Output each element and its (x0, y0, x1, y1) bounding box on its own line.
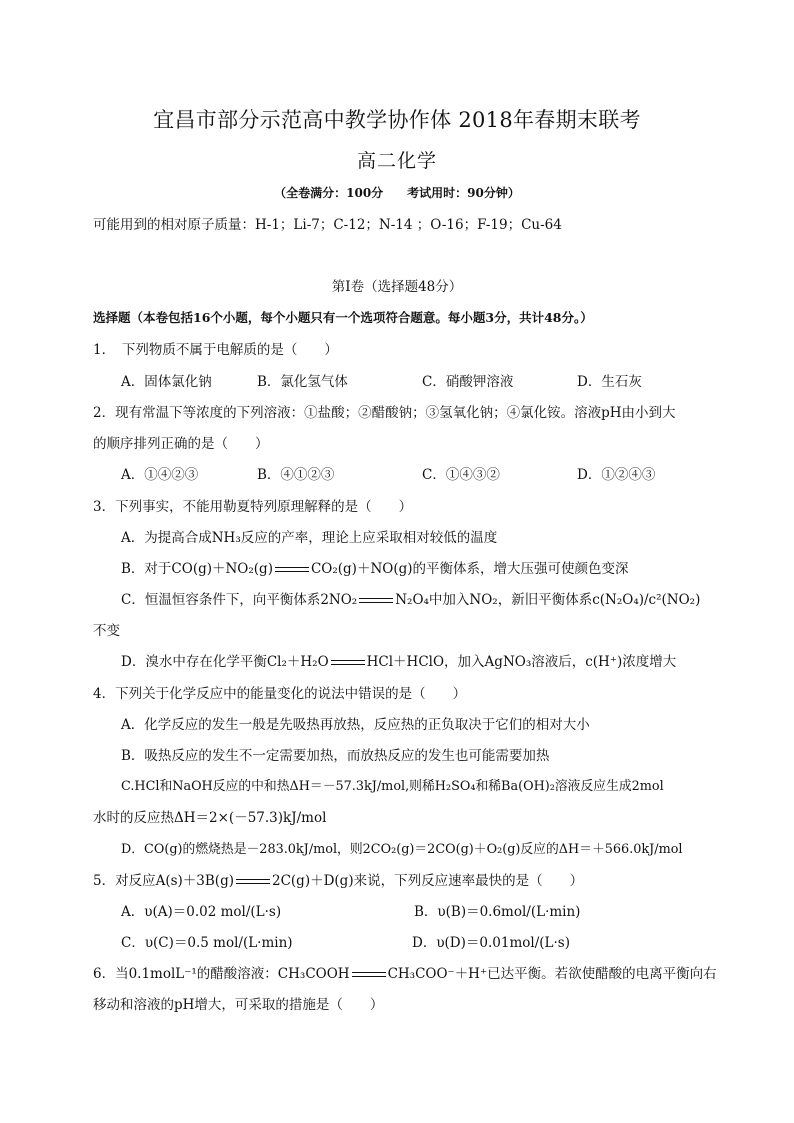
exam-info: （全卷满分：100分 考试用时：90分钟） (274, 186, 520, 200)
q5-stem-post: 2C(g)＋D(g)来说，下列反应速率最快的是（ ） (272, 873, 584, 889)
subject-title: 高二化学 (356, 150, 437, 172)
section-instructions: 选择题（本卷包括16个小题，每个小题只有一个选项符合题意。每小题3分，共计48分。） (93, 310, 593, 325)
q3-option-c (121, 591, 700, 609)
section-title: 第I卷（选择题48分） (331, 279, 463, 295)
q4-option-c-line1: C.HCl和NaOH反应的中和热ΔH＝－57.3kJ/mol,则稀H₂SO₄和稀Ba(OH)₂溶液反应生成2mol (121, 779, 664, 794)
q5-option-b: B．υ(B)＝0.6mol/(L·min) (414, 904, 581, 920)
q5-option-a: A．υ(A)＝0.02 mol/(L·s) (121, 904, 282, 920)
q6-stem-line1 (93, 965, 717, 983)
q5-option-c: C．υ(C)＝0.5 mol/(L·min) (121, 935, 293, 951)
q4-stem: 4．下列关于化学反应中的能量变化的说法中错误的是（ ） (93, 686, 467, 702)
q2-option-b: B．④①②③ (257, 467, 335, 483)
q6-stem-post: CH₃COO⁻＋H⁺已达平衡。若欲使醋酸的电离平衡向右 (387, 966, 717, 982)
q2-stem-line1: 2．现有常温下等浓度的下列溶液：①盐酸；②醋酸钠；③氢氧化钠；④氯化铵。溶液pH由小到大 (93, 405, 676, 421)
q5-stem (93, 872, 583, 890)
q1-option-c: C．硝酸钾溶液 (422, 374, 514, 390)
atomic-masses: 可能用到的相对原子质量：H-1；Li-7；C-12；N-14 ；O-16；F-19；Cu-64 (93, 217, 562, 233)
q1-option-b: B．氯化氢气体 (257, 374, 348, 390)
equilibrium-arrow-icon (236, 878, 270, 886)
equilibrium-arrow-icon (275, 566, 309, 574)
q3-option-c-continued: 不变 (93, 623, 120, 639)
q1-stem: 1． 下列物质不属于电解质的是（ ） (93, 342, 338, 358)
q3-option-d (121, 653, 676, 671)
q4-option-c-line2: 水时的反应热ΔH＝2×(－57.3)kJ/mol (93, 810, 327, 826)
equilibrium-arrow-icon (352, 971, 386, 979)
q5-stem-pre: 5．对反应A(s)＋3B(g) (93, 873, 234, 889)
q1-option-a: A．固体氯化钠 (121, 374, 212, 390)
q1-option-d: D．生石灰 (577, 374, 642, 390)
q4-option-a: A．化学反应的发生一般是先吸热再放热，反应热的正负取决于它们的相对大小 (121, 717, 590, 733)
q3-option-c-post: N₂O₄中加入NO₂，新旧平衡体系c(N₂O₄)/c²(NO₂) (395, 592, 701, 608)
q2-stem-line2: 的顺序排列正确的是（ ） (93, 436, 269, 452)
q4-option-b: B．吸热反应的发生不一定需要加热，而放热反应的发生也可能需要加热 (121, 748, 550, 764)
equilibrium-arrow-icon (359, 597, 393, 605)
equilibrium-arrow-icon (331, 659, 365, 667)
exam-title: 宜昌市部分示范高中教学协作体 2018年春期末联考 (153, 108, 641, 132)
q3-option-d-pre: D．溴水中存在化学平衡Cl₂＋H₂O (121, 654, 329, 670)
q3-option-b-pre: B．对于CO(g)＋NO₂(g) (121, 561, 273, 577)
q3-option-c-pre: C．恒温恒容条件下，向平衡体系2NO₂ (121, 592, 358, 608)
q6-stem-line2: 移动和溶液的pH增大，可采取的措施是（ ） (93, 997, 384, 1013)
q3-option-b-post: CO₂(g)＋NO(g)的平衡体系，增大压强可使颜色变深 (310, 561, 629, 577)
q3-option-a: A．为提高合成NH₃反应的产率，理论上应采取相对较低的温度 (121, 530, 498, 546)
q2-option-d: D．①②④③ (577, 467, 656, 483)
q3-option-b (121, 560, 629, 578)
q6-stem-pre: 6．当0.1molL⁻¹的醋酸溶液：CH₃COOH (93, 966, 350, 982)
q4-option-d: D．CO(g)的燃烧热是－283.0kJ/mol，则2CO₂(g)＝2CO(g)＋O₂(g)反应的ΔH＝＋566.0kJ/mol (121, 842, 683, 857)
q2-option-a: A．①④②③ (121, 467, 199, 483)
q5-option-d: D．υ(D)＝0.01mol/(L·s) (412, 935, 570, 951)
q2-option-c: C．①④③② (422, 467, 500, 483)
q3-option-d-post: HCl＋HClO，加入AgNO₃溶液后，c(H⁺)浓度增大 (366, 654, 677, 670)
q3-stem: 3．下列事实，不能用勒夏特列原理解释的是（ ） (93, 499, 413, 515)
